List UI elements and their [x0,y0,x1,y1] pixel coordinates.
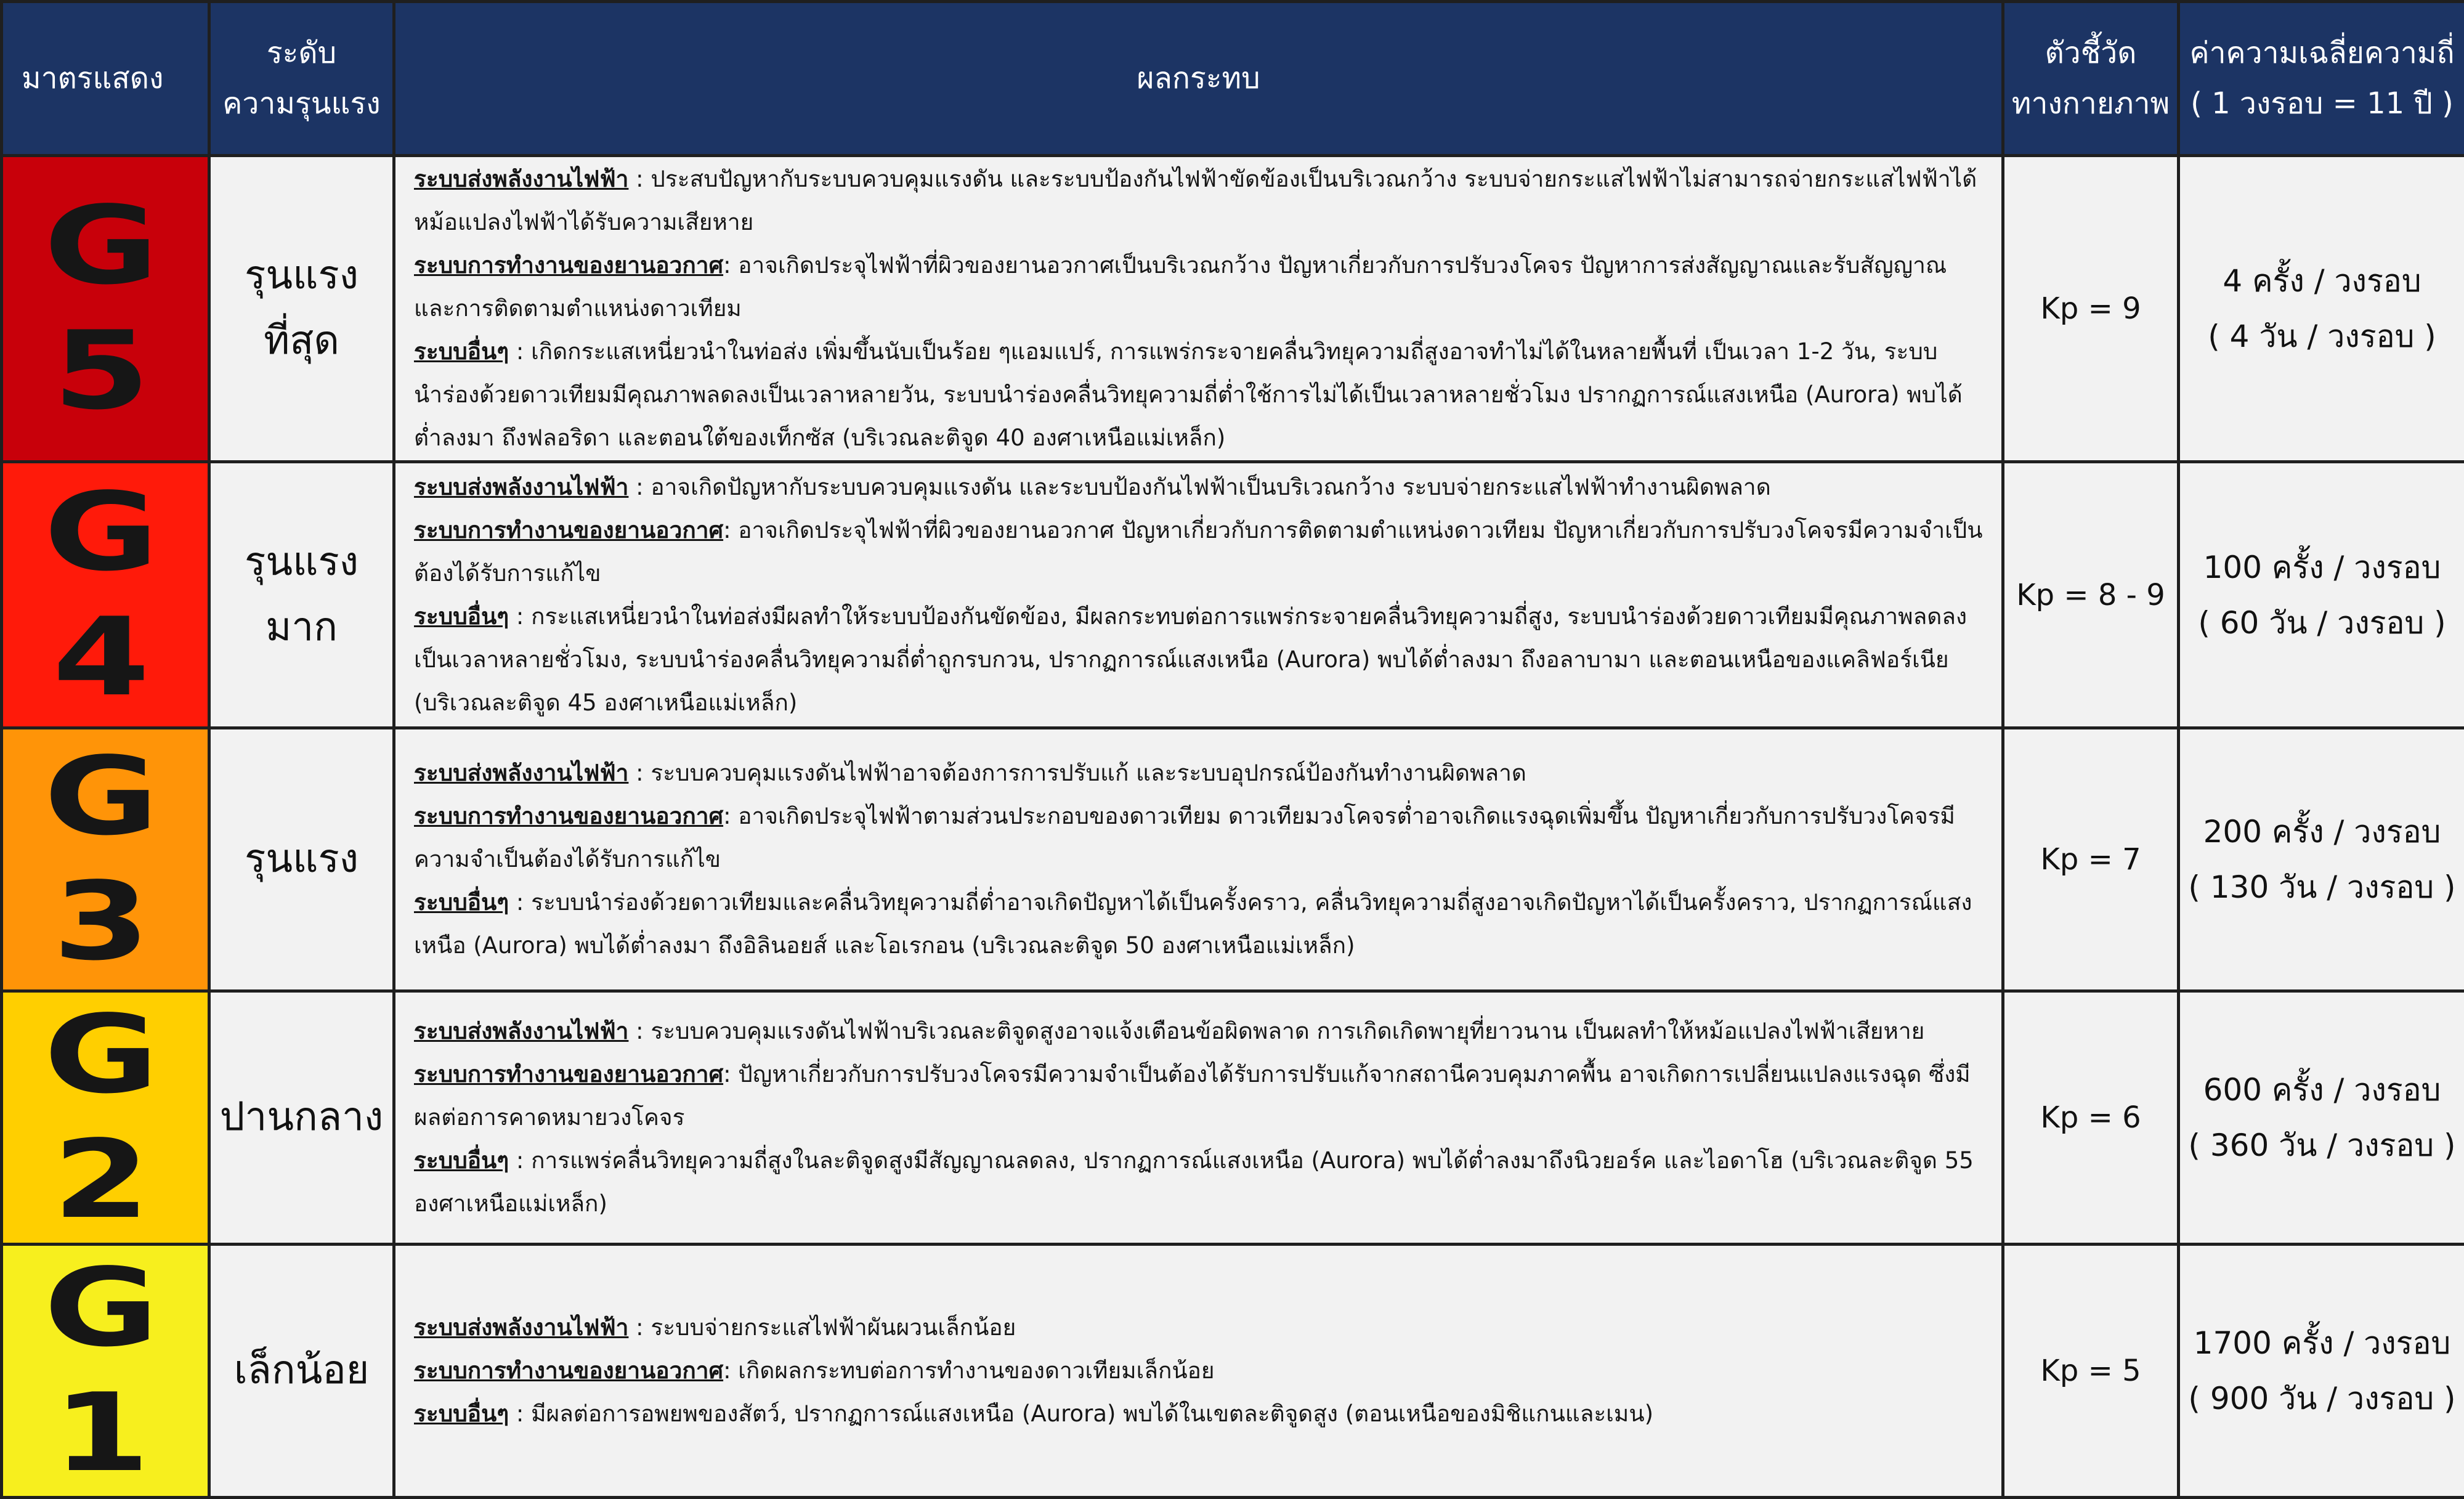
severity-line: รุนแรง [211,530,392,595]
frequency-days: ( 60 วัน / วงรอบ ) [2180,595,2464,651]
table-row [2,156,2464,462]
header-indicator: ตัวชี้วัด ทางกายภาพ [2003,2,2179,156]
frequency-count: 4 ครั้ง / วงรอบ [2180,253,2464,309]
scale-level-g1 [2,1245,209,1498]
frequency-count: 100 ครั้ง / วงรอบ [2180,540,2464,595]
impact-other: ระบบอื่นๆ : เกิดกระแสเหนี่ยวนำในท่อส่ง เพิ่มขึ้นนับเป็นร้อย ๆแอมแปร์, การแพร่กระจายคลื่นวิทยุความถี่สูงอาจทำไม่ได้ในหลายพื้นที่ เป็นเวลา 1-2 วัน, ระบบนำร่องด้วยดาวเทียมมีคุณภาพลดลงเป็นเวลาหลายวัน, ระบบนำร่องคลื่นวิทยุความถี่ต่ำใช้การไม่ได้เป็นเวลาหลายชั่วโมง ปรากฏการณ์แสงเหนือ (Aurora) พบได้ต่ำลงมา ถึงฟลอริดา และตอนใต้ของเท็กซัส (บริเวณละติจูด 40 องศาเหนือแม่เหล็ก) [414,330,1983,460]
impact-spacecraft: ระบบการทำงานของยานอวกาศ: อาจเกิดประจุไฟฟ้าที่ผิวของยานอวกาศเป็นบริเวณกว้าง ปัญหาเกี่ยวกับการปรับวงโคจร ปัญหาการส่งสัญญาณและรับสัญญาณ และการติดตามตำแหน่งดาวเทียม [414,244,1983,330]
scale-level-g2 [2,991,209,1245]
header-severity: ระดับ ความรุนแรง [209,2,394,156]
header-frequency: ค่าความเฉลี่ยความถี่ ( 1 วงรอบ = 11 ปี ) [2179,2,2464,156]
scale-level-label: G 5 [0,184,238,434]
table-row [2,462,2464,728]
scale-level-g5 [2,156,209,462]
kp-indicator-cell: Kp = 6 [2003,991,2179,1245]
frequency-count: 200 ครั้ง / วงรอบ [2180,804,2464,859]
impact-spacecraft: ระบบการทำงานของยานอวกาศ: อาจเกิดประจุไฟฟ้าที่ผิวของยานอวกาศ ปัญหาเกี่ยวกับการติดตามตำแหน่งดาวเทียม ปัญหาเกี่ยวกับการปรับวงโคจรมีความจำเป็นต้องได้รับการแก้ไข [414,509,1983,595]
table-row [2,991,2464,1245]
impact-spacecraft: ระบบการทำงานของยานอวกาศ: เกิดผลกระทบต่อการทำงานของดาวเทียมเล็กน้อย [414,1349,1983,1392]
severity-line: รุนแรง [211,243,392,309]
impact-spacecraft: ระบบการทำงานของยานอวกาศ: ปัญหาเกี่ยวกับการปรับวงโคจรมีความจำเป็นต้องได้รับการปรับแก้จากสถานีควบคุมภาคพื้น อาจเกิดการเปลี่ยนแปลงแรงฉุด ซึ่งมีผลต่อการคาดหมายวงโคจร [414,1053,1983,1139]
impact-power: ระบบส่งพลังงานไฟฟ้า : ระบบควบคุมแรงดันไฟฟ้าอาจต้องการการปรับแก้ และระบบอุปกรณ์ป้องกันทำงานผิดพลาด [414,752,1983,795]
kp-indicator-cell: Kp = 7 [2003,728,2179,991]
scale-level-label: G 2 [0,993,238,1243]
frequency-days: ( 4 วัน / วงรอบ ) [2180,309,2464,364]
impact-other: ระบบอื่นๆ : การแพร่คลื่นวิทยุความถี่สูงในละติจูดสูงมีสัญญาณลดลง, ปรากฏการณ์แสงเหนือ (Aurora) พบได้ต่ำลงมาถึงนิวยอร์ค และไอดาโฮ (บริเวณละติจูด 55 องศาเหนือแม่เหล็ก) [414,1139,1983,1225]
impact-cell [394,728,2003,991]
frequency-days: ( 900 วัน / วงรอบ ) [2180,1371,2464,1426]
impact-other: ระบบอื่นๆ : มีผลต่อการอพยพของสัตว์, ปรากฏการณ์แสงเหนือ (Aurora) พบได้ในเขตละติจูดสูง (ตอนเหนือของมิชิแกนและเมน) [414,1392,1983,1436]
severity-line: มาก [211,595,392,660]
impact-power: ระบบส่งพลังงานไฟฟ้า : ระบบจ่ายกระแสไฟฟ้าผันผวนเล็กน้อย [414,1306,1983,1349]
header-scale: มาตรแสดง [2,2,209,156]
scale-level-label: G 4 [0,470,238,720]
header-row [2,2,2464,156]
frequency-count: 1700 ครั้ง / วงรอบ [2180,1315,2464,1371]
severity-line: ที่สุด [211,309,392,374]
table-row [2,1245,2464,1498]
kp-indicator-cell: Kp = 5 [2003,1245,2179,1498]
scale-level-label: G 3 [0,734,238,985]
scale-level-g3 [2,728,209,991]
kp-indicator-cell: Kp = 9 [2003,156,2179,462]
impact-spacecraft: ระบบการทำงานของยานอวกาศ: อาจเกิดประจุไฟฟ้าตามส่วนประกอบของดาวเทียม ดาวเทียมวงโคจรต่ำอาจเกิดแรงฉุดเพิ่มขึ้น ปัญหาเกี่ยวกับการปรับวงโคจรมีความจำเป็นต้องได้รับการแก้ไข [414,795,1983,881]
frequency-cell [2179,462,2464,728]
impact-cell [394,1245,2003,1498]
severity-line: ปานกลาง [211,1085,392,1150]
scale-level-g4 [2,462,209,728]
impact-power: ระบบส่งพลังงานไฟฟ้า : ระบบควบคุมแรงดันไฟฟ้าบริเวณละติจูดสูงอาจแจ้งเตือนข้อผิดพลาด การเกิดเกิดพายุที่ยาวนาน เป็นผลทำให้หม้อแปลงไฟฟ้าเสียหาย [414,1010,1983,1053]
frequency-days: ( 360 วัน / วงรอบ ) [2180,1118,2464,1173]
frequency-cell [2179,728,2464,991]
impact-cell [394,462,2003,728]
header-impact: ผลกระทบ [394,2,2003,156]
impact-cell [394,991,2003,1245]
impact-power: ระบบส่งพลังงานไฟฟ้า : อาจเกิดปัญหากับระบบควบคุมแรงดัน และระบบป้องกันไฟฟ้าเป็นบริเวณกว้าง ระบบจ่ายกระแสไฟฟ้าทำงานผิดพลาด [414,466,1983,509]
severity-line: เล็กน้อย [211,1338,392,1404]
table-row [2,728,2464,991]
frequency-days: ( 130 วัน / วงรอบ ) [2180,859,2464,915]
frequency-cell [2179,156,2464,462]
impact-power: ระบบส่งพลังงานไฟฟ้า : ประสบปัญหากับระบบควบคุมแรงดัน และระบบป้องกันไฟฟ้าขัดข้องเป็นบริเวณกว้าง ระบบจ่ายกระแสไฟฟ้าไม่สามารถจ่ายกระแสไฟฟ้าได้ หม้อแปลงไฟฟ้าได้รับความเสียหาย [414,158,1983,244]
scale-level-label: G 1 [0,1246,238,1496]
kp-indicator-cell: Kp = 8 - 9 [2003,462,2179,728]
frequency-cell [2179,991,2464,1245]
frequency-cell [2179,1245,2464,1498]
impact-other: ระบบอื่นๆ : ระบบนำร่องด้วยดาวเทียมและคลื่นวิทยุความถี่ต่ำอาจเกิดปัญหาได้เป็นครั้งคราว, คลื่นวิทยุความถี่สูงอาจเกิดปัญหาได้เป็นครั้งคราว, ปรากฏการณ์แสงเหนือ (Aurora) พบได้ต่ำลงมา ถึงอิลินอยส์ และโอเรกอน (บริเวณละติจูด 50 องศาเหนือแม่เหล็ก) [414,881,1983,967]
severity-line: รุนแรง [211,827,392,892]
frequency-count: 600 ครั้ง / วงรอบ [2180,1062,2464,1118]
impact-other: ระบบอื่นๆ : กระแสเหนี่ยวนำในท่อส่งมีผลทำให้ระบบป้องกันขัดข้อง, มีผลกระทบต่อการแพร่กระจายคลื่นวิทยุความถี่สูง, ระบบนำร่องด้วยดาวเทียมมีคุณภาพลดลงเป็นเวลาหลายชั่วโมง, ระบบนำร่องคลื่นวิทยุความถี่ต่ำถูกรบกวน, ปรากฏการณ์แสงเหนือ (Aurora) พบได้ต่ำลงมา ถึงอลาบามา และตอนเหนือของแคลิฟอร์เนีย (บริเวณละติจูด 45 องศาเหนือแม่เหล็ก) [414,595,1983,725]
impact-cell [394,156,2003,462]
